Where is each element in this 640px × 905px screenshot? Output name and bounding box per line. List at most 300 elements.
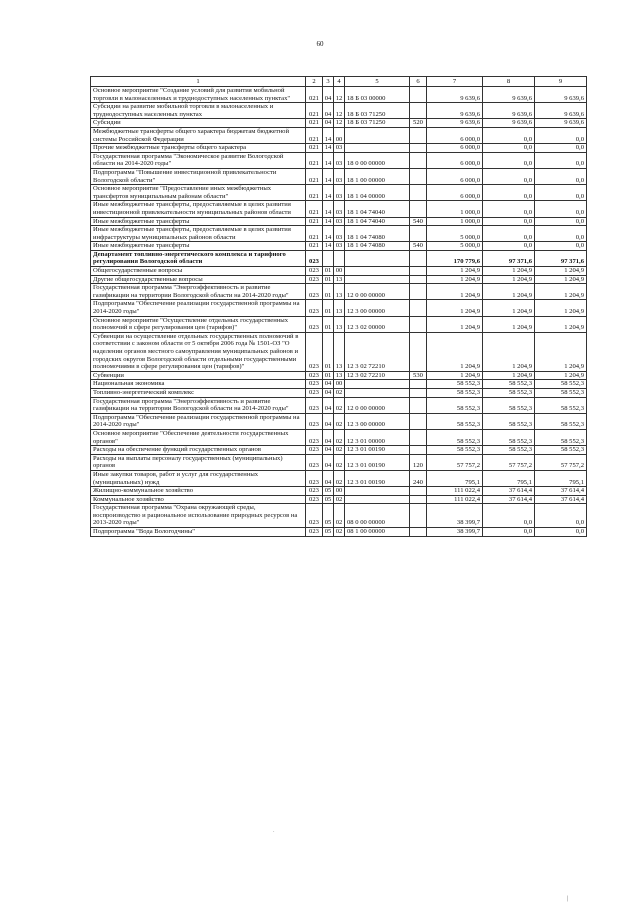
row-value-cell (410, 87, 427, 103)
row-value-cell (345, 380, 410, 389)
row-value-cell: 01 (323, 267, 334, 276)
row-value-cell: 58 552,3 (427, 446, 483, 455)
row-value-cell: 58 552,3 (427, 413, 483, 429)
row-value-cell: 18 1 04 74080 (345, 226, 410, 242)
row-value-cell: 023 (306, 397, 323, 413)
table-row (91, 446, 587, 455)
row-value-cell: 04 (323, 470, 334, 486)
row-value-cell: 795,1 (427, 470, 483, 486)
table-row (91, 185, 587, 201)
row-value-cell: 05 (323, 528, 334, 537)
table-row (91, 413, 587, 429)
row-value-cell: 05 (323, 487, 334, 496)
row-value-cell: 00 (334, 267, 345, 276)
row-value-cell (410, 201, 427, 217)
table-row (91, 380, 587, 389)
row-value-cell: 1 204,9 (483, 316, 535, 332)
row-value-cell: 12 (334, 87, 345, 103)
row-value-cell: 12 3 01 00190 (345, 470, 410, 486)
column-header: 8 (483, 77, 535, 87)
row-value-cell: 12 3 02 00000 (345, 316, 410, 332)
row-name-cell: Государственная программа "Энергоэффективность и развитие газификации на территории Вологодской области на 2014-2020 годы" (91, 284, 306, 300)
table-row (91, 332, 587, 371)
row-value-cell: 58 552,3 (427, 397, 483, 413)
table-row (91, 429, 587, 445)
row-value-cell: 170 779,6 (427, 250, 483, 266)
row-value-cell: 795,1 (535, 470, 587, 486)
row-value-cell: 9 639,6 (535, 103, 587, 119)
table-header-row (91, 77, 587, 87)
row-value-cell: 13 (334, 332, 345, 371)
row-value-cell: 9 639,6 (427, 87, 483, 103)
row-value-cell: 58 552,3 (535, 380, 587, 389)
row-value-cell: 58 552,3 (483, 380, 535, 389)
row-value-cell: 023 (306, 495, 323, 504)
row-value-cell: 12 3 00 00000 (345, 300, 410, 316)
row-name-cell: Иные межбюджетные трансферты (91, 217, 306, 226)
column-header: 9 (535, 77, 587, 87)
row-value-cell (410, 429, 427, 445)
row-value-cell: 14 (323, 217, 334, 226)
row-value-cell: 18 1 04 00000 (345, 185, 410, 201)
row-value-cell: 1 204,9 (483, 275, 535, 284)
row-value-cell: 9 639,6 (483, 119, 535, 128)
row-value-cell: 04 (323, 119, 334, 128)
row-value-cell: 795,1 (483, 470, 535, 486)
scan-mark: | (567, 896, 569, 902)
row-value-cell: 12 0 00 00000 (345, 284, 410, 300)
row-value-cell: 03 (334, 201, 345, 217)
column-header: 7 (427, 77, 483, 87)
row-value-cell: 05 (323, 495, 334, 504)
row-value-cell: 18 1 04 74040 (345, 217, 410, 226)
row-value-cell: 023 (306, 429, 323, 445)
table-row (91, 470, 587, 486)
row-value-cell: 12 3 01 00190 (345, 454, 410, 470)
row-name-cell: Государственная программа "Охрана окружающей среды, воспроизводство и рациональное использование природных ресурсов на 2013-2020 годы" (91, 504, 306, 528)
row-value-cell: 04 (323, 397, 334, 413)
row-value-cell: 021 (306, 152, 323, 168)
row-value-cell: 18 0 00 00000 (345, 152, 410, 168)
row-value-cell: 02 (334, 429, 345, 445)
row-value-cell: 57 757,2 (483, 454, 535, 470)
row-value-cell: 12 (334, 119, 345, 128)
table-row (91, 152, 587, 168)
row-value-cell: 38 399,7 (427, 528, 483, 537)
row-value-cell: 02 (334, 528, 345, 537)
row-value-cell: 14 (323, 242, 334, 251)
table-row (91, 371, 587, 380)
row-value-cell: 1 204,9 (427, 300, 483, 316)
row-value-cell: 9 639,6 (535, 119, 587, 128)
row-name-cell: Коммунальное хозяйство (91, 495, 306, 504)
row-name-cell: Основное мероприятие "Обеспечение деятельности государственных органов" (91, 429, 306, 445)
table-row (91, 87, 587, 103)
row-value-cell (410, 275, 427, 284)
row-value-cell: 1 204,9 (535, 300, 587, 316)
row-value-cell: 1 204,9 (483, 284, 535, 300)
row-value-cell: 023 (306, 388, 323, 397)
row-value-cell: 03 (334, 185, 345, 201)
row-value-cell: 1 204,9 (483, 371, 535, 380)
table-row (91, 275, 587, 284)
row-value-cell: 021 (306, 127, 323, 143)
row-value-cell (410, 168, 427, 184)
row-value-cell (410, 495, 427, 504)
row-value-cell: 021 (306, 217, 323, 226)
column-header: 6 (410, 77, 427, 87)
row-value-cell: 6 000,0 (427, 168, 483, 184)
row-value-cell: 38 399,7 (427, 504, 483, 528)
row-value-cell: 023 (306, 380, 323, 389)
row-value-cell: 0,0 (535, 144, 587, 153)
row-value-cell: 13 (334, 316, 345, 332)
row-value-cell: 1 204,9 (483, 332, 535, 371)
row-value-cell: 111 022,4 (427, 495, 483, 504)
row-value-cell: 37 614,4 (483, 495, 535, 504)
row-value-cell: 023 (306, 284, 323, 300)
row-value-cell (410, 487, 427, 496)
row-value-cell: 1 204,9 (427, 371, 483, 380)
row-value-cell: 023 (306, 332, 323, 371)
row-value-cell: 12 3 01 00190 (345, 446, 410, 455)
row-name-cell: Основное мероприятие "Осуществление отдельных государственных полномочий в сфере регулирования цен (тарифов)" (91, 316, 306, 332)
row-value-cell: 58 552,3 (427, 380, 483, 389)
row-name-cell: Основное мероприятие "Создание условий для развития мобильной торговли в малонаселенных и труднодоступных населенных пунктах" (91, 87, 306, 103)
row-value-cell: 0,0 (535, 226, 587, 242)
row-value-cell (345, 487, 410, 496)
row-value-cell: 540 (410, 217, 427, 226)
row-value-cell: 00 (334, 487, 345, 496)
row-value-cell: 18 Б 03 00000 (345, 87, 410, 103)
row-value-cell: 1 000,0 (427, 217, 483, 226)
row-value-cell: 14 (323, 152, 334, 168)
row-value-cell: 0,0 (483, 226, 535, 242)
row-value-cell: 37 614,4 (535, 487, 587, 496)
row-value-cell: 01 (323, 275, 334, 284)
row-name-cell: Иные межбюджетные трансферты, предоставляемые в целях развития инвестиционной привлекательности муниципальных районов области (91, 201, 306, 217)
row-value-cell: 021 (306, 226, 323, 242)
row-value-cell: 1 000,0 (427, 201, 483, 217)
row-name-cell: Субвенции на осуществление отдельных государственных полномочий в соответствии с законом области от 5 октября 2006 года № 1501-ОЗ "О наделении органов местного самоуправления муниципальных районов и городских округов Вологодской области отдельными государственными полномочиями в сфере регулирования цен (тарифов)" (91, 332, 306, 371)
row-value-cell: 13 (334, 300, 345, 316)
row-value-cell: 08 1 00 00000 (345, 528, 410, 537)
row-value-cell: 023 (306, 316, 323, 332)
row-value-cell: 02 (334, 470, 345, 486)
budget-table (90, 76, 587, 537)
row-value-cell: 021 (306, 168, 323, 184)
row-value-cell: 5 000,0 (427, 226, 483, 242)
table-row (91, 504, 587, 528)
table-row (91, 300, 587, 316)
row-value-cell: 021 (306, 242, 323, 251)
row-value-cell: 02 (334, 454, 345, 470)
row-value-cell: 120 (410, 454, 427, 470)
row-value-cell: 0,0 (535, 127, 587, 143)
row-value-cell: 1 204,9 (427, 275, 483, 284)
row-value-cell: 1 204,9 (535, 371, 587, 380)
row-value-cell (410, 316, 427, 332)
table-row (91, 226, 587, 242)
row-value-cell: 023 (306, 300, 323, 316)
row-value-cell: 58 552,3 (535, 413, 587, 429)
row-value-cell: 00 (334, 380, 345, 389)
row-value-cell (345, 495, 410, 504)
row-value-cell: 0,0 (483, 504, 535, 528)
row-name-cell: Прочие межбюджетные трансферты общего характера (91, 144, 306, 153)
row-value-cell: 9 639,6 (483, 87, 535, 103)
row-name-cell: Другие общегосударственные вопросы (91, 275, 306, 284)
page-number: 60 (316, 40, 324, 48)
row-value-cell: 1 204,9 (427, 332, 483, 371)
row-value-cell: 58 552,3 (535, 429, 587, 445)
row-value-cell (410, 528, 427, 537)
row-name-cell: Национальная экономика (91, 380, 306, 389)
row-value-cell: 13 (334, 284, 345, 300)
row-value-cell: 1 204,9 (535, 316, 587, 332)
row-value-cell: 0,0 (483, 152, 535, 168)
row-value-cell: 6 000,0 (427, 152, 483, 168)
row-value-cell: 1 204,9 (427, 267, 483, 276)
row-value-cell: 58 552,3 (483, 429, 535, 445)
row-value-cell (410, 144, 427, 153)
row-value-cell: 03 (334, 226, 345, 242)
row-value-cell: 14 (323, 201, 334, 217)
row-value-cell: 111 022,4 (427, 487, 483, 496)
row-value-cell (410, 332, 427, 371)
row-value-cell: 03 (334, 217, 345, 226)
row-value-cell: 1 204,9 (535, 284, 587, 300)
row-value-cell: 12 3 02 72210 (345, 332, 410, 371)
row-value-cell: 1 204,9 (427, 316, 483, 332)
row-value-cell (410, 413, 427, 429)
row-value-cell: 04 (323, 454, 334, 470)
row-name-cell: Подпрограмма "Повышение инвестиционной привлекательности Вологодской области" (91, 168, 306, 184)
row-value-cell: 13 (334, 275, 345, 284)
row-value-cell (345, 144, 410, 153)
row-value-cell: 0,0 (535, 528, 587, 537)
table-row (91, 201, 587, 217)
row-value-cell: 12 3 01 00000 (345, 429, 410, 445)
row-value-cell: 1 204,9 (483, 300, 535, 316)
row-value-cell: 58 552,3 (483, 397, 535, 413)
row-value-cell: 58 552,3 (483, 388, 535, 397)
scan-mark: . (273, 828, 275, 834)
row-value-cell: 02 (334, 446, 345, 455)
row-value-cell: 02 (334, 504, 345, 528)
table-row (91, 217, 587, 226)
row-value-cell: 6 000,0 (427, 127, 483, 143)
row-value-cell: 14 (323, 168, 334, 184)
row-value-cell: 0,0 (535, 168, 587, 184)
row-value-cell (410, 284, 427, 300)
row-value-cell: 1 204,9 (535, 275, 587, 284)
row-value-cell: 01 (323, 284, 334, 300)
row-value-cell: 02 (334, 397, 345, 413)
row-value-cell: 01 (323, 316, 334, 332)
row-name-cell: Расходы на выплаты персоналу государственных (муниципальных) органов (91, 454, 306, 470)
row-value-cell: 0,0 (483, 127, 535, 143)
row-value-cell: 12 (334, 103, 345, 119)
row-value-cell: 00 (334, 127, 345, 143)
row-value-cell: 240 (410, 470, 427, 486)
row-value-cell: 08 0 00 00000 (345, 504, 410, 528)
row-value-cell: 04 (323, 413, 334, 429)
row-value-cell: 02 (334, 413, 345, 429)
row-value-cell: 0,0 (535, 201, 587, 217)
table-row (91, 495, 587, 504)
row-value-cell: 04 (323, 380, 334, 389)
row-value-cell (410, 103, 427, 119)
row-value-cell: 023 (306, 470, 323, 486)
row-value-cell: 023 (306, 250, 323, 266)
row-value-cell: 97 371,6 (535, 250, 587, 266)
table-row (91, 316, 587, 332)
table-row (91, 454, 587, 470)
row-value-cell (410, 226, 427, 242)
row-value-cell: 6 000,0 (427, 185, 483, 201)
table-row (91, 388, 587, 397)
row-value-cell (410, 397, 427, 413)
row-value-cell: 04 (323, 446, 334, 455)
row-value-cell: 37 614,4 (483, 487, 535, 496)
row-value-cell: 023 (306, 446, 323, 455)
row-value-cell: 0,0 (535, 504, 587, 528)
row-value-cell: 03 (334, 144, 345, 153)
row-value-cell: 01 (323, 332, 334, 371)
row-value-cell (410, 250, 427, 266)
row-value-cell: 0,0 (483, 185, 535, 201)
row-value-cell: 021 (306, 144, 323, 153)
row-name-cell: Общегосударственные вопросы (91, 267, 306, 276)
column-header: 1 (91, 77, 306, 87)
row-value-cell: 37 614,4 (535, 495, 587, 504)
row-name-cell: Подпрограмма "Вода Вологодчины" (91, 528, 306, 537)
row-value-cell: 9 639,6 (483, 103, 535, 119)
row-name-cell: Подпрограмма "Обеспечение реализации государственной программы на 2014-2020 годы" (91, 413, 306, 429)
row-value-cell: 0,0 (535, 152, 587, 168)
row-value-cell (410, 504, 427, 528)
row-value-cell (345, 250, 410, 266)
row-name-cell: Субсидии (91, 119, 306, 128)
row-value-cell: 021 (306, 119, 323, 128)
row-value-cell: 0,0 (535, 217, 587, 226)
row-name-cell: Основное мероприятие "Предоставление иных межбюджетных трансфертов муниципальным районам области" (91, 185, 306, 201)
row-value-cell (410, 127, 427, 143)
table-row (91, 242, 587, 251)
row-value-cell: 0,0 (483, 242, 535, 251)
row-value-cell: 02 (334, 388, 345, 397)
table-row (91, 144, 587, 153)
row-value-cell: 02 (334, 495, 345, 504)
row-value-cell: 04 (323, 103, 334, 119)
row-value-cell (410, 388, 427, 397)
row-value-cell: 13 (334, 371, 345, 380)
row-value-cell: 6 000,0 (427, 144, 483, 153)
row-name-cell: Департамент топливно-энергетического комплекса и тарифного регулирования Вологодской области (91, 250, 306, 266)
row-value-cell: 023 (306, 275, 323, 284)
row-value-cell: 1 204,9 (535, 267, 587, 276)
row-name-cell: Государственная программа "Экономическое развитие Вологодской области на 2014-2020 годы" (91, 152, 306, 168)
row-value-cell (345, 127, 410, 143)
row-value-cell: 58 552,3 (535, 397, 587, 413)
row-value-cell: 14 (323, 226, 334, 242)
row-value-cell: 1 204,9 (535, 332, 587, 371)
row-value-cell (410, 152, 427, 168)
row-value-cell: 0,0 (535, 242, 587, 251)
row-value-cell (345, 388, 410, 397)
row-value-cell: 18 1 00 00000 (345, 168, 410, 184)
table-row (91, 119, 587, 128)
row-value-cell (345, 275, 410, 284)
table-row (91, 528, 587, 537)
row-value-cell: 023 (306, 413, 323, 429)
row-value-cell: 12 0 00 00000 (345, 397, 410, 413)
row-value-cell: 0,0 (483, 528, 535, 537)
row-value-cell: 9 639,6 (427, 119, 483, 128)
row-value-cell: 14 (323, 127, 334, 143)
row-value-cell: 9 639,6 (427, 103, 483, 119)
row-name-cell: Государственная программа "Энергоэффективность и развитие газификации на территории Вологодской области на 2014-2020 годы" (91, 397, 306, 413)
column-header: 3 (323, 77, 334, 87)
row-value-cell: 520 (410, 119, 427, 128)
row-value-cell (323, 250, 334, 266)
table-row (91, 127, 587, 143)
row-value-cell: 0,0 (483, 144, 535, 153)
row-value-cell: 58 552,3 (427, 429, 483, 445)
row-value-cell: 5 000,0 (427, 242, 483, 251)
row-name-cell: Иные межбюджетные трансферты, предоставляемые в целях развития инфраструктуры муниципальных районов области (91, 226, 306, 242)
table-row (91, 267, 587, 276)
row-name-cell: Субсидии на развитие мобильной торговли в малонаселенных и труднодоступных населенных пунктах (91, 103, 306, 119)
row-value-cell: 0,0 (483, 168, 535, 184)
row-value-cell: 023 (306, 504, 323, 528)
row-name-cell: Расходы на обеспечение функций государственных органов (91, 446, 306, 455)
row-value-cell: 021 (306, 103, 323, 119)
row-value-cell: 12 3 02 72210 (345, 371, 410, 380)
row-value-cell (410, 380, 427, 389)
row-value-cell: 58 552,3 (535, 388, 587, 397)
row-value-cell: 58 552,3 (483, 413, 535, 429)
row-name-cell: Субвенции (91, 371, 306, 380)
row-value-cell: 57 757,2 (535, 454, 587, 470)
row-value-cell (410, 185, 427, 201)
row-name-cell: Иные межбюджетные трансферты (91, 242, 306, 251)
row-value-cell: 12 3 00 00000 (345, 413, 410, 429)
row-value-cell: 04 (323, 87, 334, 103)
row-value-cell: 9 639,6 (535, 87, 587, 103)
row-value-cell: 1 204,9 (427, 284, 483, 300)
row-value-cell: 021 (306, 87, 323, 103)
row-name-cell: Иные закупки товаров, работ и услуг для государственных (муниципальных) нужд (91, 470, 306, 486)
row-value-cell: 023 (306, 371, 323, 380)
row-value-cell: 023 (306, 267, 323, 276)
table-row (91, 487, 587, 496)
row-value-cell (410, 446, 427, 455)
row-value-cell: 03 (334, 168, 345, 184)
row-value-cell (410, 267, 427, 276)
table-row (91, 250, 587, 266)
row-value-cell: 18 Б 03 71250 (345, 103, 410, 119)
row-value-cell: 18 Б 03 71250 (345, 119, 410, 128)
row-value-cell: 540 (410, 242, 427, 251)
row-name-cell: Подпрограмма "Обеспечение реализации государственной программы на 2014-2020 годы" (91, 300, 306, 316)
row-value-cell: 58 552,3 (427, 388, 483, 397)
row-value-cell (334, 250, 345, 266)
row-value-cell: 03 (334, 152, 345, 168)
row-name-cell: Межбюджетные трансферты общего характера бюджетам бюджетной системы Российской Федерации (91, 127, 306, 143)
table-row (91, 168, 587, 184)
